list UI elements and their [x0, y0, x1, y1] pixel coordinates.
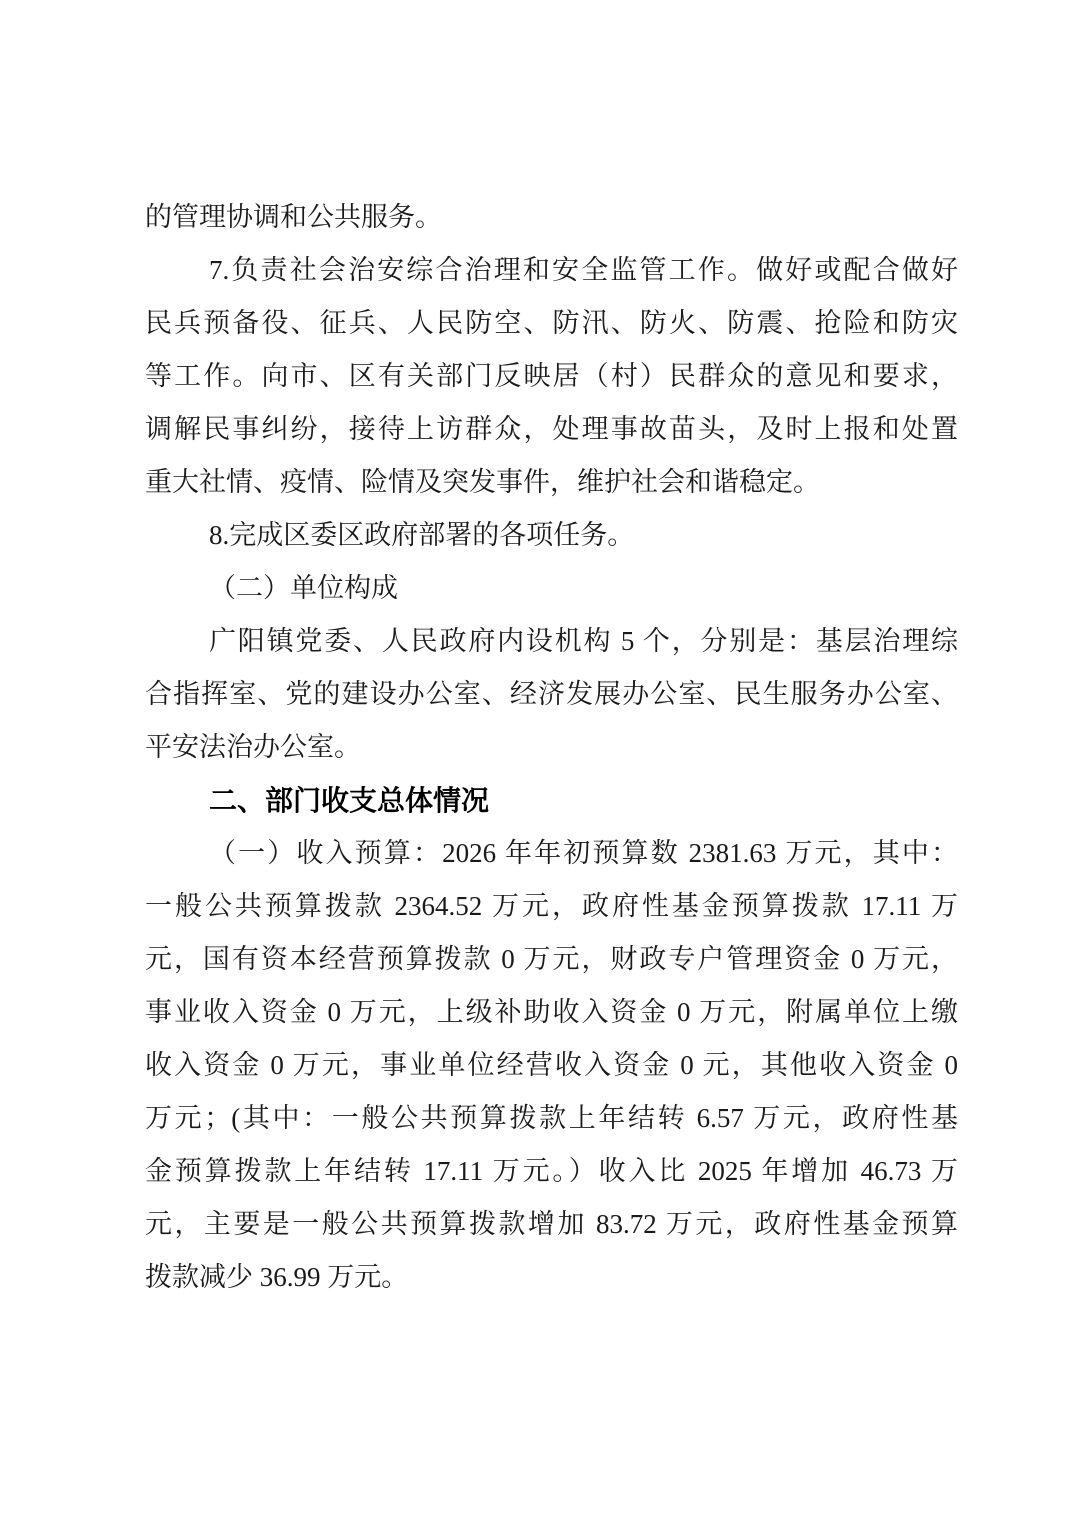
doc-line-paragraph-continuation: 的管理协调和公共服务。: [145, 202, 442, 232]
doc-line-income-budget-end: 拨款减少 36.99 万元。: [145, 1262, 409, 1292]
doc-line: 收入资金 0 万元，事业单位经营收入资金 0 元，其他收入资金 0: [145, 1050, 958, 1080]
doc-line: 万元；(其中：一般公共预算拨款上年结转 6.57 万元，政府性基: [145, 1103, 958, 1133]
doc-line-item7-end: 重大社情、疫情、险情及突发事件，维护社会和谐稳定。: [145, 467, 820, 497]
doc-line: 元，国有资本经营预算拨款 0 万元，财政专户管理资金 0 万元，: [145, 944, 958, 974]
doc-line: 元，主要是一般公共预算拨款增加 83.72 万元，政府性基金预算: [145, 1209, 958, 1239]
subsection-heading-unit-composition: （二）单位构成: [209, 573, 398, 603]
doc-line: 金预算拨款上年结转 17.11 万元。）收入比 2025 年增加 46.73 万: [145, 1156, 958, 1186]
doc-line: 合指挥室、党的建设办公室、经济发展办公室、民生服务办公室、: [145, 679, 958, 709]
doc-line-item8: 8.完成区委区政府部署的各项任务。: [209, 520, 635, 550]
doc-line-income-budget-start: （一）收入预算：2026 年年初预算数 2381.63 万元，其中：: [209, 838, 958, 868]
doc-line-unit-composition-start: 广阳镇党委、人民政府内设机构 5 个，分别是：基层治理综: [209, 626, 958, 656]
doc-line: 一般公共预算拨款 2364.52 万元，政府性基金预算拨款 17.11 万: [145, 891, 958, 921]
doc-line: 民兵预备役、征兵、人民防空、防汛、防火、防震、抢险和防灾: [145, 308, 958, 338]
section-heading-income-expense-overview: 二、部门收支总体情况: [209, 785, 490, 816]
doc-line-item7-start: 7.负责社会治安综合治理和安全监管工作。做好或配合做好: [209, 255, 958, 285]
doc-line: 事业收入资金 0 万元，上级补助收入资金 0 万元，附属单位上缴: [145, 997, 958, 1027]
doc-line-unit-composition-end: 平安法治办公室。: [145, 732, 361, 762]
doc-line: 等工作。向市、区有关部门反映居（村）民群众的意见和要求，: [145, 361, 958, 391]
doc-line: 调解民事纠纷，接待上访群众，处理事故苗头，及时上报和处置: [145, 414, 958, 444]
